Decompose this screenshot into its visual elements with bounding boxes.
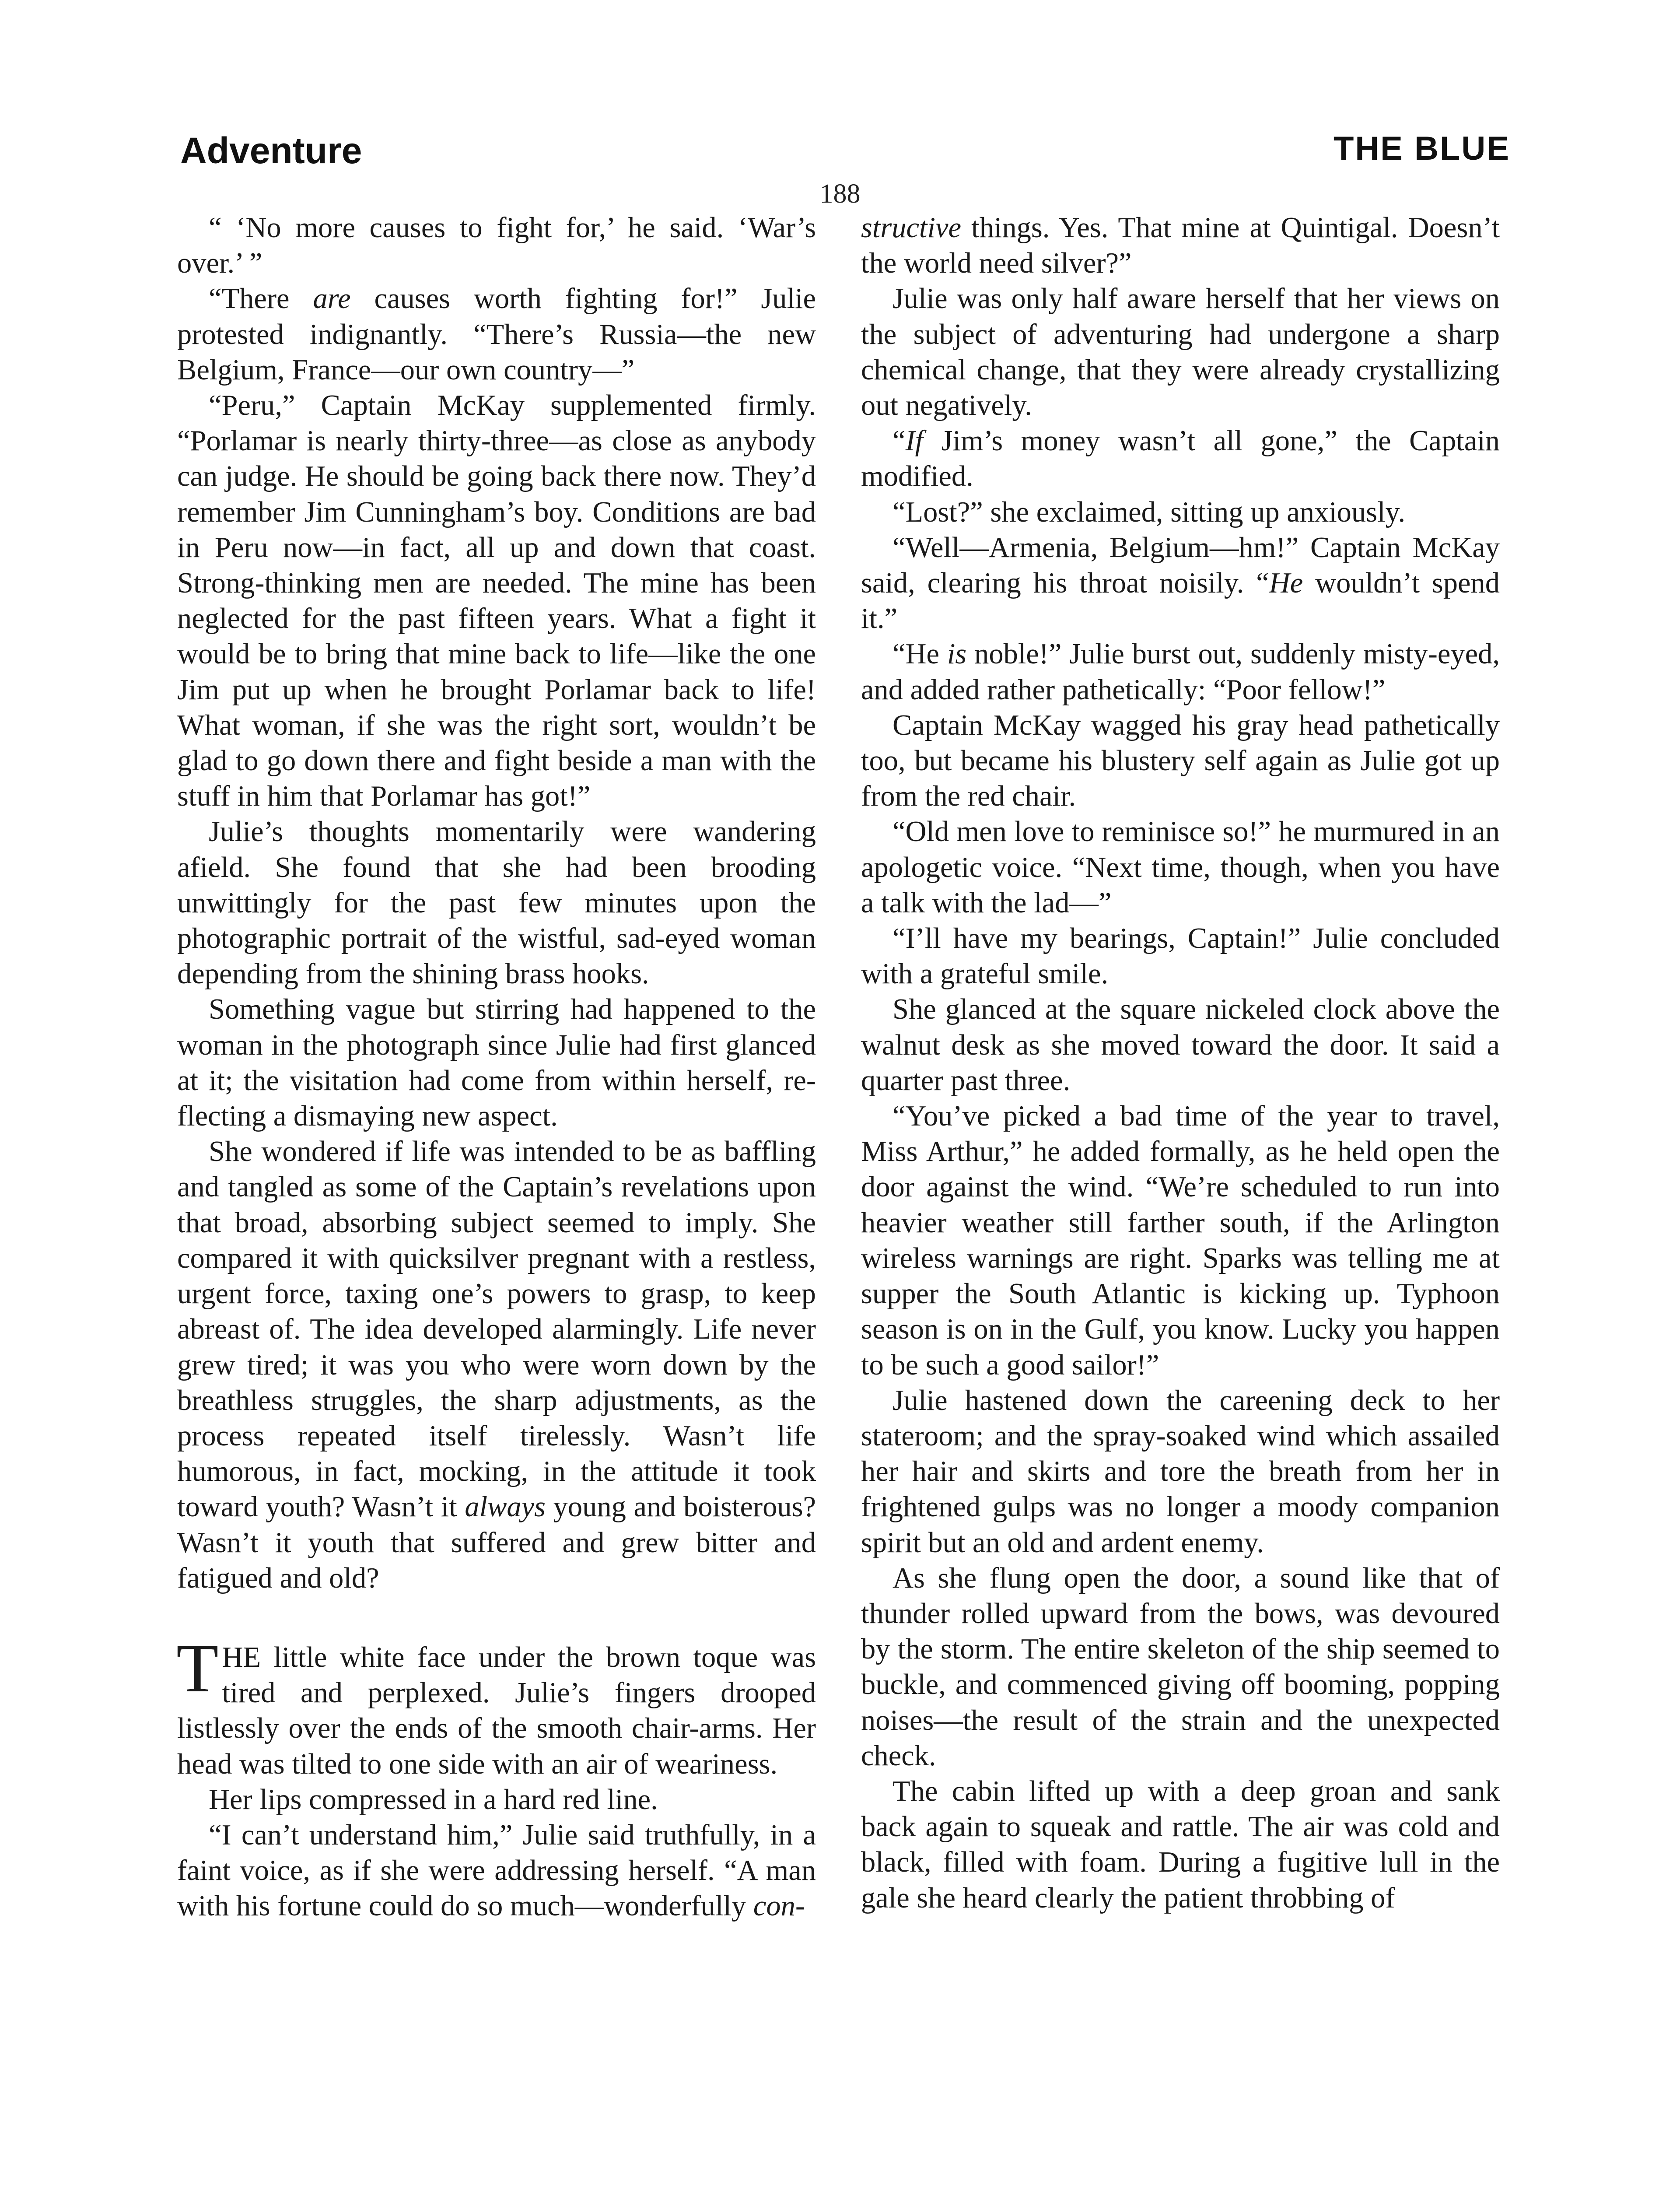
paragraph: She wondered if life was intended to be as baffling and tangled as some of the Captain’s revelations upon that broad, absorbing subject seemed to imply. She compared it with quicksilver pregnant with a restless, urgent force, taxing one’s powers to grasp, to keep abreast of. The idea developed alarmingly. Life never grew tired; it was you who were worn down by the breathless struggles, the sharp adjustments, as the process repeated itself tirelessly. Wasn’t life humorous, in fact, mocking, in the attitude it took toward youth? Wasn’t it always young and boisterous? Wasn’t it youth that suffered and grew bitter and fatigued and old? [177,1136,816,1594]
paragraph: “He is noble!” Julie burst out, suddenly misty-eyed, and added rather pathetically: “Poor fellow!” [861,638,1500,706]
paragraph: Captain McKay wagged his gray head pathetically too, but became his blustery self again as Julie got up from the red chair. [861,709,1500,813]
paragraph: “ ‘No more causes to fight for,’ he said. ‘War’s over.’ ” [177,212,816,280]
paragraph: “I can’t understand him,” Julie said truthfully, in a faint voice, as if she were addressing herself. “A man with his fortune could do so much—wonderfully con- [177,1819,816,1922]
paragraph: Her lips compressed in a hard red line. [209,1783,658,1816]
page-number: 188 [819,179,861,209]
paragraph: Something vague but stirring had happened to the woman in the photograph since Julie had first glanced at it; the visitation had come from within herself, reflecting a dismaying new aspect. [177,993,816,1133]
header-story-title: THE BLUE [1334,130,1510,167]
paragraph: Julie hastened down the careening deck to her stateroom; and the spray-soaked wind which assailed her hair and skirts and tore the breath from her in frightened gulps was no longer a moody companion spirit but an old and ardent enemy. [861,1384,1500,1559]
paragraph: “Lost?” she exclaimed, sitting up anxiously. [892,496,1406,528]
paragraph: “If Jim’s money wasn’t all gone,” the Captain modified. [861,425,1500,493]
paragraph: “Old men love to reminisce so!” he murmured in an apologetic voice. “Next time, though, when you have a talk with the lad—” [861,816,1500,919]
paragraph: “Well—Armenia, Belgium—hm!” Captain McKay said, clearing his throat noisily. “He wouldn’t spend it.” [861,531,1500,635]
paragraph: “I’ll have my bearings, Captain!” Julie concluded with a grateful smile. [861,922,1500,990]
running-header [180,130,1510,178]
paragraph: THE little white face under the brown toque was tired and perplexed. Julie’s fingers drooped listlessly over the ends of the smooth chair-arms. Her head was tilted to one side with an air of weariness. [176,1630,816,1780]
left-text-column [177,210,816,1924]
header-magazine-title: Adventure [180,130,362,171]
paragraph: “Peru,” Captain McKay supplemented firmly. “Porlamar is nearly thirty-three—as close as anybody can judge. He should be going back there now. They’d remember Jim Cunningham’s boy. Conditions are bad in Peru now—in fact, all up and down that coast. Strong-thinking men are needed. The mine has been neglected for the past fifteen years. What a fight it would be to bring that mine back to life—like the one Jim put up when he brought Porlamar back to life! What woman, if she was the right sort, wouldn’t be glad to go down there and fight beside a man with the stuff in him that Porlamar has got!” [177,389,816,813]
paragraph: The cabin lifted up with a deep groan and sank back again to squeak and rattle. The air was cold and black, filled with foam. During a fugitive lull in the gale she heard clearly the patient throbbing of [861,1775,1500,1914]
right-text-column [861,210,1500,1916]
paragraph: “You’ve picked a bad time of the year to travel, Miss Arthur,” he added formally, as he held open the door against the wind. “We’re scheduled to run into heavier weather still farther south, if the Arlington wireless warnings are right. Sparks was telling me at supper the South Atlantic is kicking up. Typhoon season is on in the Gulf, you know. Lucky you happen to be such a good sailor!” [861,1100,1500,1381]
paragraph: “There are causes worth fighting for!” Julie protested indignantly. “There’s Russia—the new Belgium, France—our own country—” [177,283,816,386]
paragraph: As she flung open the door, a sound like that of thunder rolled upward from the bows, was devoured by the storm. The entire skeleton of the ship seemed to buckle, and commenced giving off booming, popping noises—the result of the strain and the unexpected check. [861,1562,1500,1772]
paragraph: structive things. Yes. That mine at Quintigal. Doesn’t the world need silver?” [861,212,1500,280]
paragraph: Julie’s thoughts momentarily were wandering afield. She found that she had been brooding unwittingly for the past few minutes upon the photographic portrait of the wistful, sad-eyed woman depending from the shining brass hooks. [177,816,816,990]
paragraph: Julie was only half aware herself that her views on the subject of adventuring had undergone a sharp chemical change, that they were already crystallizing out negatively. [861,283,1500,422]
paragraph: She glanced at the square nickeled clock above the walnut desk as she moved toward the door. It said a quarter past three. [861,993,1500,1097]
